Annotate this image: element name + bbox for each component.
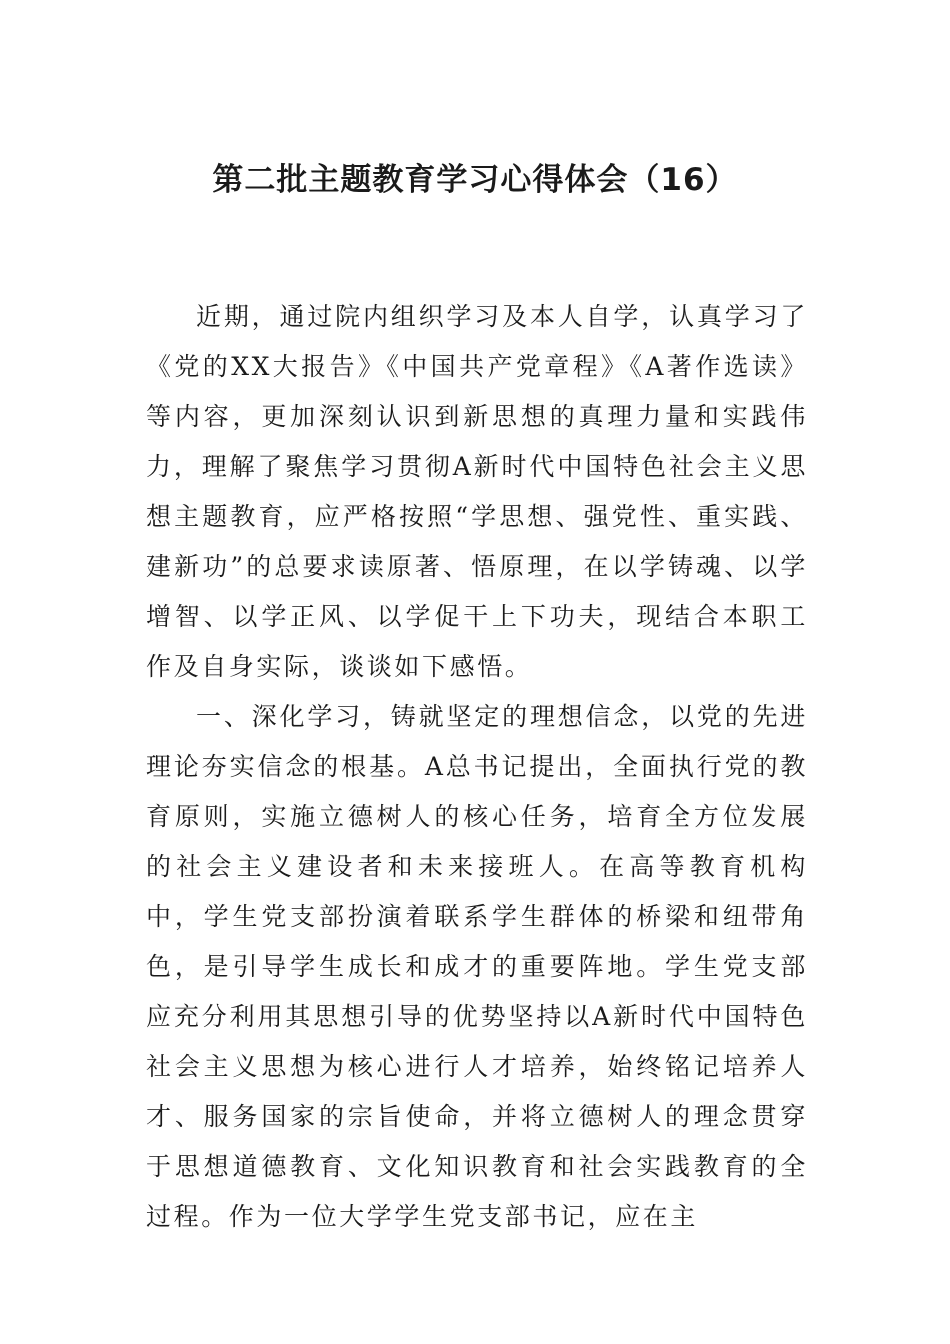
document-body [146, 292, 808, 1242]
document-title: 第二批主题教育学习心得体会（16） [212, 162, 738, 198]
paragraph-intro: 近期，通过院内组织学习及本人自学，认真学习了《党的XX大报告》《中国共产党章程》《A著作选读》等内容，更加深刻认识到新思想的真理力量和实践伟力，理解了聚焦学习贯彻A新时代中国特色社会主义思想主题教育，应严格按照“学思想、强党性、重实践、建新功”的总要求读原著、悟原理，在以学铸魂、以学增智、以学正风、以学促干上下功夫，现结合本职工作及自身实际，谈谈如下感悟。 [146, 302, 808, 681]
paragraph-section-one: 一、深化学习，铸就坚定的理想信念，以党的先进理论夯实信念的根基。A总书记提出，全面执行党的教育原则，实施立德树人的核心任务，培育全方位发展的社会主义建设者和未来接班人。在高等教育机构中，学生党支部扮演着联系学生群体的桥梁和纽带角色，是引导学生成长和成才的重要阵地。学生党支部应充分利用其思想引导的优势坚持以A新时代中国特色社会主义思想为核心进行人才培养，始终铭记培养人才、服务国家的宗旨使命，并将立德树人的理念贯穿于思想道德教育、文化知识教育和社会实践教育的全过程。作为一位大学学生党支部书记，应在主 [146, 702, 808, 1231]
